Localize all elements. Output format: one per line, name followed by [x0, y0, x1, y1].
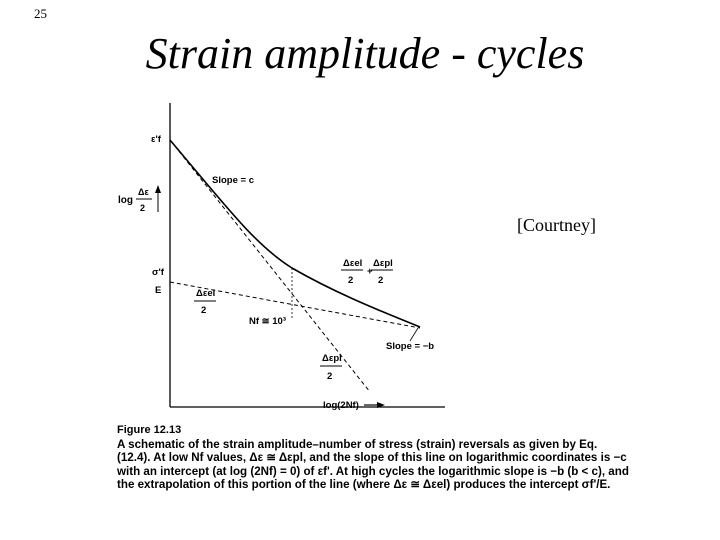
intercept-sigma-numerator: σ'f [152, 267, 164, 278]
total-label-plus: + [367, 266, 373, 277]
total-label-left-denominator: 2 [348, 275, 354, 286]
total-label-right-numerator: Δεpl [373, 258, 393, 269]
plastic-label-numerator: Δεpl [322, 353, 342, 364]
y-axis-label: log [118, 195, 133, 206]
x-axis-label: log(2Nf) [323, 400, 359, 411]
figure-caption-text: A schematic of the strain amplitude–number of stress (strain) reversals as given by Eq. (12.4). At low Nf values, Δε ≅ Δεpl, and the slope of this line on logarithmic coordinates is −c with an intercept (at log (2Nf) = 0) of εf'. At high cycles the logarithmic slope is −b (b < c), and the extrapolation of this portion of the line (where Δε ≅ Δεel) produces the intercept σf'/E. [117, 437, 629, 492]
intercept-sigma-denominator: E [155, 285, 162, 296]
plastic-label-denominator: 2 [327, 371, 333, 382]
elastic-label-numerator: Δεel [196, 288, 216, 299]
slope-b-leader [410, 328, 418, 341]
transition-label: Nf ≅ 10³ [249, 316, 286, 327]
total-label-left-numerator: Δεel [343, 258, 363, 269]
y-axis-fraction-denominator: 2 [140, 203, 146, 213]
y-axis-arrow-head [155, 185, 161, 193]
intercept-ef-label: ε'f [151, 134, 161, 145]
y-axis-fraction-numerator: Δε [138, 187, 149, 197]
slope-b-label: Slope = −b [386, 341, 435, 352]
total-label-right-denominator: 2 [378, 275, 384, 286]
elastic-label-denominator: 2 [201, 305, 207, 316]
slide-number: 25 [34, 6, 47, 21]
figure-caption [117, 424, 629, 492]
figure-caption-label: Figure 12.13 [117, 424, 182, 436]
citation: [Courtney] [517, 215, 596, 235]
slide-title: Strain amplitude - cycles [145, 29, 585, 78]
slope-c-label: Slope = c [212, 175, 254, 186]
